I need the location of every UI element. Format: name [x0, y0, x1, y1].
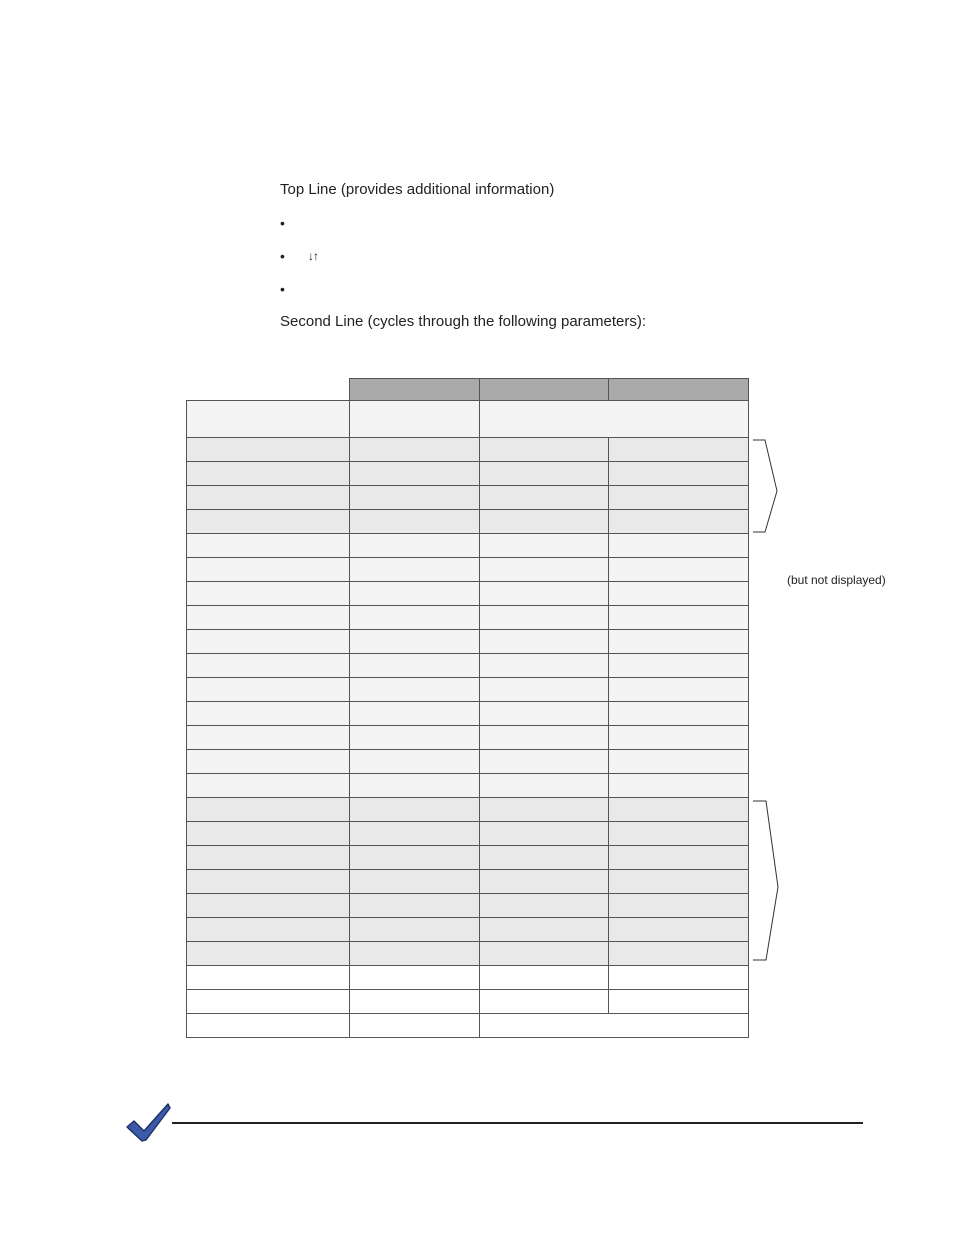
table-cell: [480, 534, 609, 558]
table-cell: [480, 942, 609, 966]
table-cell-merged: [480, 1014, 749, 1038]
table-row: [187, 870, 749, 894]
table-cell: [187, 606, 350, 630]
table-cell: [350, 510, 480, 534]
table-header-row: [187, 379, 749, 401]
table-cell: [480, 462, 609, 486]
table-cell: [350, 750, 480, 774]
checkmark-icon: [124, 1102, 172, 1144]
table-cell: [480, 558, 609, 582]
table-cell: [350, 630, 480, 654]
table-cell: [609, 798, 749, 822]
table-cell: [609, 702, 749, 726]
table-cell: [609, 534, 749, 558]
table-cell: [609, 486, 749, 510]
table-cell: [480, 966, 609, 990]
table-cell: [609, 654, 749, 678]
table-cell: [480, 822, 609, 846]
table-cell: [609, 990, 749, 1014]
table-cell: [350, 462, 480, 486]
table-cell: [350, 870, 480, 894]
table-cell: [350, 606, 480, 630]
table-cell: [609, 630, 749, 654]
table-cell: [480, 894, 609, 918]
table-cell: [609, 438, 749, 462]
table-cell: [480, 750, 609, 774]
table-cell: [187, 798, 350, 822]
table-cell: [350, 1014, 480, 1038]
table-cell: [480, 438, 609, 462]
table-cell: [350, 822, 480, 846]
table-cell: [480, 918, 609, 942]
table-cell: [609, 726, 749, 750]
table-cell: [480, 870, 609, 894]
table-cell: [609, 918, 749, 942]
table-cell: [350, 774, 480, 798]
table-row: [187, 942, 749, 966]
table-cell: [187, 822, 350, 846]
table-cell: [609, 582, 749, 606]
table-cell: [480, 726, 609, 750]
table-row: [187, 750, 749, 774]
bullet-1: •: [280, 215, 285, 231]
table-cell-merged: [480, 401, 749, 438]
table-cell: [187, 1014, 350, 1038]
table-cell: [609, 678, 749, 702]
table-row: [187, 822, 749, 846]
table-row: [187, 846, 749, 870]
table-row: [187, 990, 749, 1014]
table-cell: [609, 750, 749, 774]
table-cell: [350, 846, 480, 870]
table-cell: [609, 462, 749, 486]
table-cell: [187, 966, 350, 990]
table-cell: [609, 510, 749, 534]
table-cell: [609, 606, 749, 630]
table-cell: [350, 966, 480, 990]
table-row: [187, 582, 749, 606]
table-cell: [187, 990, 350, 1014]
table-cell: [609, 558, 749, 582]
table-row: [187, 774, 749, 798]
table-cell: [187, 726, 350, 750]
bullet-2: •: [280, 248, 285, 264]
down-up-arrow-icon: ↓↑: [308, 249, 318, 263]
table-row: [187, 462, 749, 486]
upper-bracket: [752, 438, 782, 538]
table-cell: [187, 510, 350, 534]
not-displayed-note: (but not displayed): [787, 573, 886, 587]
table-cell: [187, 750, 350, 774]
table-cell: [187, 438, 350, 462]
table-cell: [480, 702, 609, 726]
table-row: [187, 401, 749, 438]
table-cell: [350, 534, 480, 558]
table-cell: [187, 678, 350, 702]
table-row: [187, 678, 749, 702]
table-cell: [609, 966, 749, 990]
header-cell: [350, 379, 480, 401]
table-cell: [609, 846, 749, 870]
table-cell: [187, 942, 350, 966]
top-line-heading: Top Line (provides additional information): [280, 181, 555, 198]
table-cell: [350, 678, 480, 702]
table-row: [187, 558, 749, 582]
table-cell: [187, 894, 350, 918]
table-cell: [187, 630, 350, 654]
table-cell: [187, 918, 350, 942]
table-cell: [350, 702, 480, 726]
table-cell: [480, 990, 609, 1014]
table-cell: [480, 846, 609, 870]
table-cell: [609, 942, 749, 966]
table-row: [187, 1014, 749, 1038]
table-cell: [480, 606, 609, 630]
table-cell: [187, 486, 350, 510]
table-row: [187, 438, 749, 462]
bullet-3: •: [280, 281, 285, 297]
note-divider: [172, 1122, 863, 1124]
table-cell: [187, 774, 350, 798]
table-cell: [350, 486, 480, 510]
table-cell: [187, 846, 350, 870]
table-cell: [609, 822, 749, 846]
table-cell: [480, 774, 609, 798]
table-row: [187, 798, 749, 822]
table-cell: [187, 462, 350, 486]
table-cell: [187, 654, 350, 678]
table-cell: [350, 894, 480, 918]
header-blank-cell: [187, 379, 350, 401]
table-cell: [350, 401, 480, 438]
table-row: [187, 606, 749, 630]
table-cell: [187, 558, 350, 582]
table-cell: [480, 798, 609, 822]
table-cell: [187, 401, 350, 438]
table-cell: [187, 702, 350, 726]
table-cell: [609, 894, 749, 918]
table-row: [187, 726, 749, 750]
header-cell: [609, 379, 749, 401]
table-cell: [187, 582, 350, 606]
table-row: [187, 486, 749, 510]
table-cell: [350, 438, 480, 462]
table-cell: [350, 582, 480, 606]
table-cell: [350, 558, 480, 582]
table-row: [187, 510, 749, 534]
table-row: [187, 534, 749, 558]
table-cell: [350, 726, 480, 750]
table-row: [187, 702, 749, 726]
table-row: [187, 654, 749, 678]
table-row: [187, 894, 749, 918]
table-cell: [480, 654, 609, 678]
second-line-heading: Second Line (cycles through the following parameters):: [280, 313, 647, 330]
header-cell: [480, 379, 609, 401]
table-cell: [609, 774, 749, 798]
table-cell: [350, 798, 480, 822]
table-row: [187, 966, 749, 990]
table-cell: [480, 486, 609, 510]
table-row: [187, 630, 749, 654]
table-cell: [480, 582, 609, 606]
parameters-table: [186, 378, 749, 1038]
table-cell: [350, 942, 480, 966]
table-cell: [480, 678, 609, 702]
table-cell: [609, 870, 749, 894]
lower-bracket: [752, 799, 782, 969]
table-cell: [187, 870, 350, 894]
table-cell: [350, 654, 480, 678]
table-cell: [187, 534, 350, 558]
table-cell: [350, 918, 480, 942]
table-cell: [480, 630, 609, 654]
table-cell: [350, 990, 480, 1014]
table-cell: [480, 510, 609, 534]
table-row: [187, 918, 749, 942]
